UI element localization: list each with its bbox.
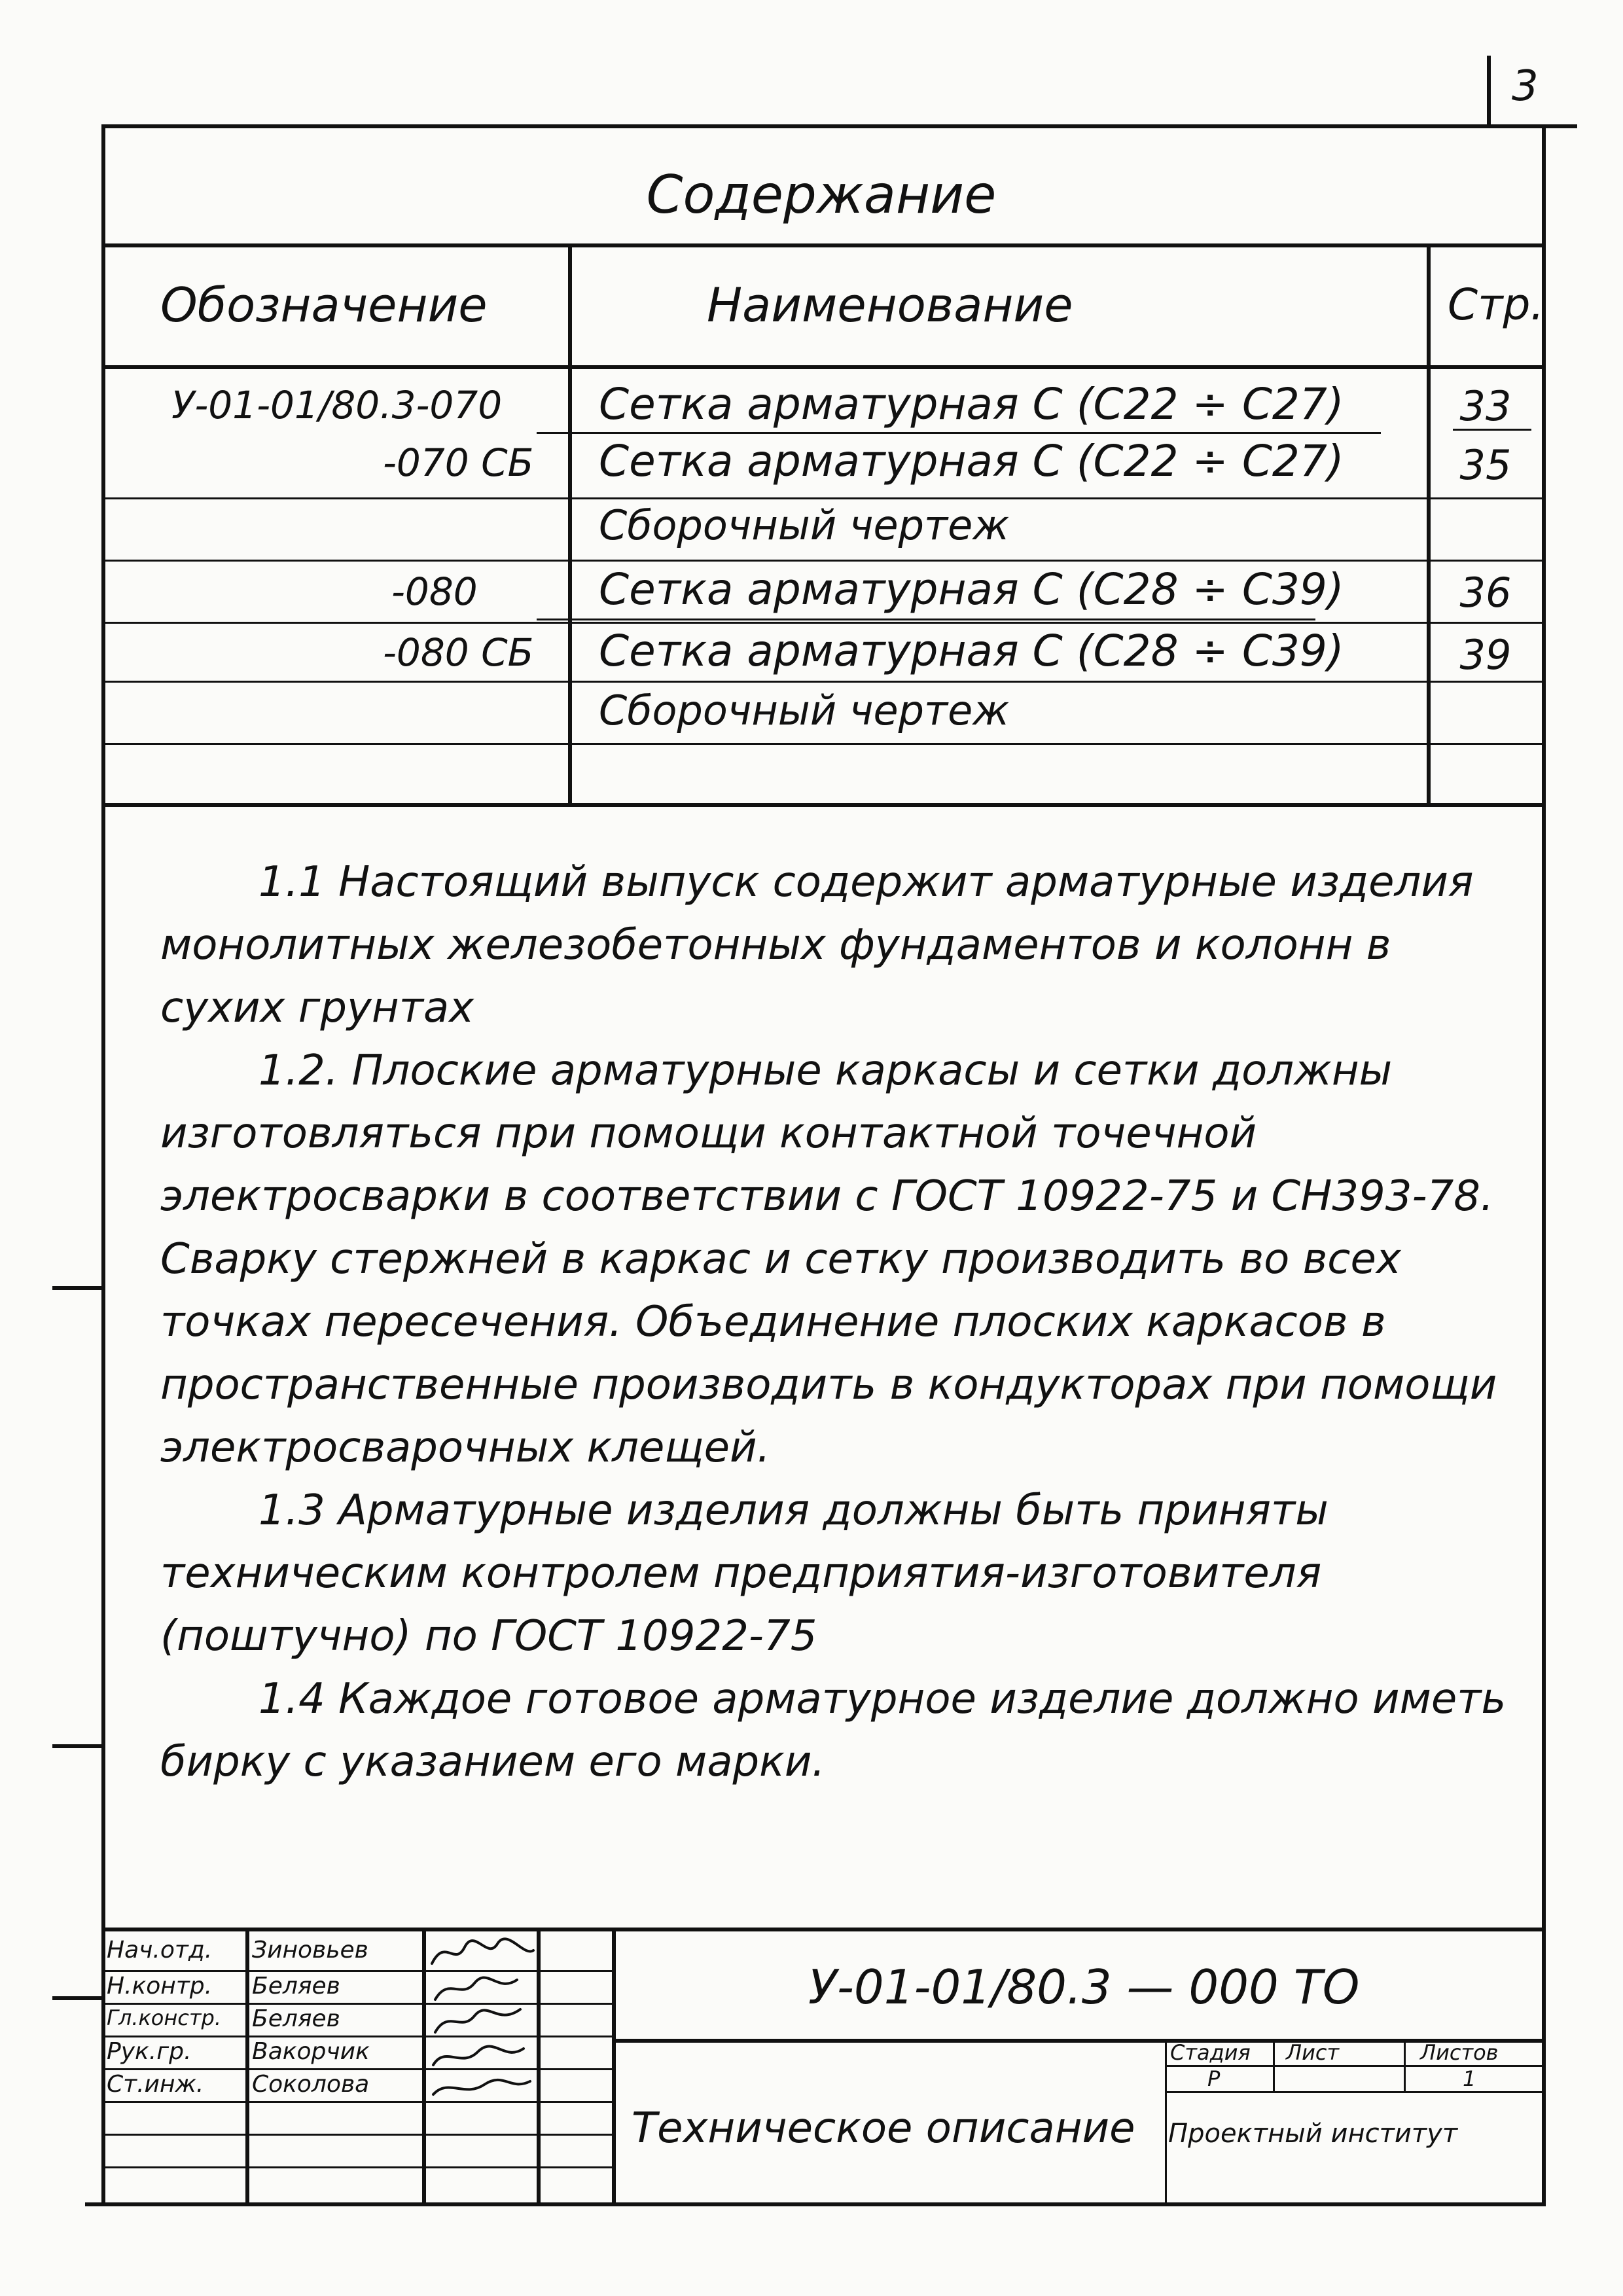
organization: Проектный институт xyxy=(1168,2119,1458,2149)
signature-name: Соколова xyxy=(252,2071,370,2098)
row-name: Сборочный чертеж xyxy=(599,687,1010,734)
row-designation: -080 СБ xyxy=(383,630,534,675)
note-paragraph: 1.3 Арматурные изделия должны быть приняты техническим контролем предприятия-изготовителя (поштучно) по ГОСТ 10922-75 xyxy=(160,1486,1329,1660)
signature-name: Беляев xyxy=(252,2005,340,2032)
stage-value: Р xyxy=(1207,2066,1221,2091)
frame-bottom xyxy=(85,2202,1546,2206)
row-page: 39 xyxy=(1459,631,1512,679)
frame-left xyxy=(101,124,105,2202)
page-number: 3 xyxy=(1512,62,1539,111)
page-number-divider xyxy=(1487,56,1491,124)
signature-role: Ст.инж. xyxy=(107,2071,204,2098)
frame-top xyxy=(101,124,1577,128)
contents-title: Содержание xyxy=(646,164,997,225)
row-page: 33 xyxy=(1459,382,1512,430)
header-designation: Обозначение xyxy=(160,278,488,332)
signature-name: Беляев xyxy=(252,1973,340,2000)
row-page: 35 xyxy=(1459,441,1512,489)
header-page: Стр. xyxy=(1448,279,1544,330)
sheets-value: 1 xyxy=(1463,2066,1476,2091)
row-name: Сборочный чертеж xyxy=(599,501,1010,549)
row-name: Сетка арматурная С (С28 ÷ С39) xyxy=(599,564,1344,615)
note-paragraph: 1.4 Каждое готовое арматурное изделие должно иметь бирку с указанием его марки. xyxy=(160,1675,1507,1786)
frame-right xyxy=(1542,124,1546,2202)
margin-tick xyxy=(52,1744,101,1748)
note-paragraph: 1.1 Настоящий выпуск содержит арматурные изделия монолитных железобетонных фундаментов и колонн в сухих грунтах xyxy=(160,858,1474,1032)
signature-role: Н.контр. xyxy=(107,1973,213,2000)
signature-role: Нач.отд. xyxy=(107,1937,213,1964)
margin-tick xyxy=(52,1286,101,1290)
row-designation: У-01-01/80.3-070 xyxy=(171,383,503,427)
row-name: Сетка арматурная С (С22 ÷ С27) xyxy=(599,436,1344,486)
row-name: Сетка арматурная С (С28 ÷ С39) xyxy=(599,626,1344,676)
signature-role: Гл.констр. xyxy=(107,2005,221,2030)
sheets-label: Листов xyxy=(1420,2040,1499,2065)
signature-name: Вакорчик xyxy=(252,2038,370,2065)
signature-name: Зиновьев xyxy=(252,1937,368,1964)
sheet-label: Лист xyxy=(1286,2040,1340,2065)
document-title: Техническое описание xyxy=(632,2104,1135,2153)
signature-role: Рук.гр. xyxy=(107,2038,192,2065)
row-name: Сетка арматурная С (С22 ÷ С27) xyxy=(599,379,1344,429)
stage-label: Стадия xyxy=(1170,2040,1251,2065)
document-code: У-01-01/80.3 — 000 ТО xyxy=(808,1960,1360,2015)
row-designation: -070 СБ xyxy=(383,440,534,485)
note-paragraph: 1.2. Плоские арматурные каркасы и сетки должны изготовляться при помощи контактной точечной электросварки в соответствии с ГОСТ 10922-75 и СН393-78. Сварку стержней в каркас и сетку производить во всех точках пересечения. Объединение плоских каркасов в пространственные производить в кондукторах при помощи электросварочных клещей. xyxy=(160,1047,1497,1472)
header-name: Наименование xyxy=(707,278,1073,332)
signatures-image xyxy=(425,1931,537,2101)
margin-tick xyxy=(52,1996,101,2000)
row-designation: -080 xyxy=(391,569,478,614)
row-page: 36 xyxy=(1459,569,1512,617)
notes xyxy=(160,851,1508,1793)
